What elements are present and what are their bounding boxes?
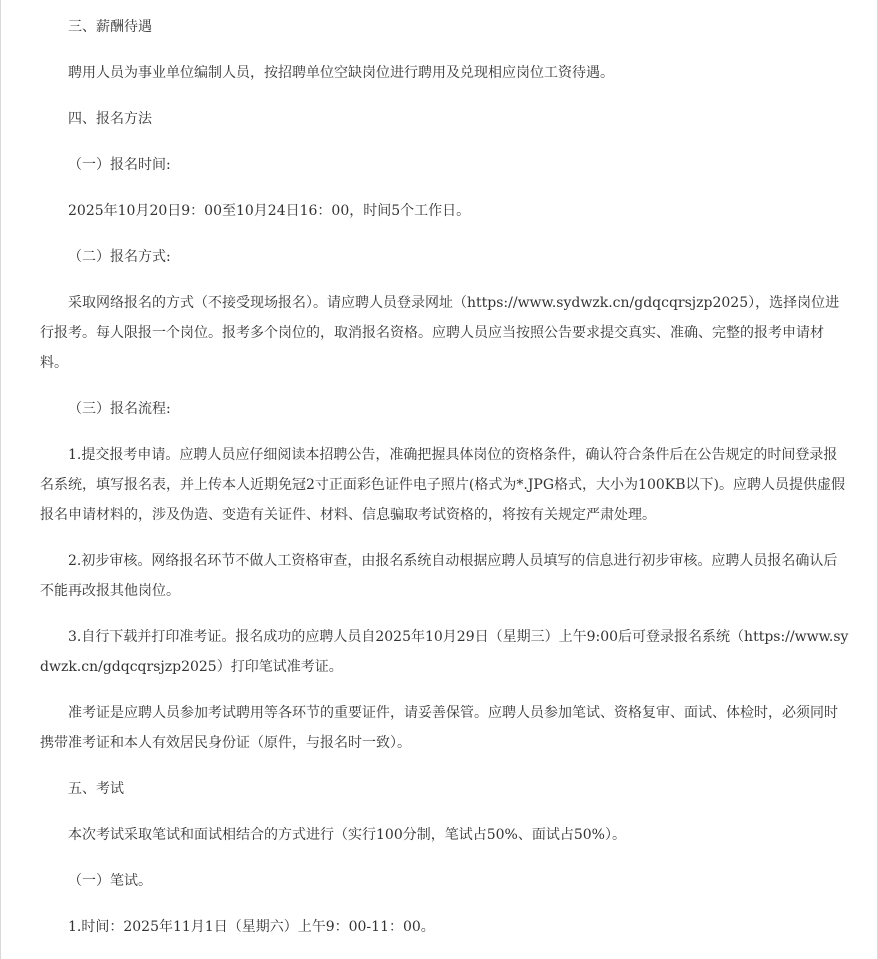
registration-time-paragraph: 2025年10月20日9：00至10月24日16：00，时间5个工作日。 bbox=[68, 203, 471, 219]
subheading-written-exam: （一）笔试。 bbox=[68, 873, 152, 889]
section-heading-salary: 三、薪酬待遇 bbox=[68, 19, 152, 35]
section-heading-exam: 五、考试 bbox=[68, 781, 124, 797]
exam-method-paragraph: 本次考试采取笔试和面试相结合的方式进行（实行100分制，笔试占50%、面试占50%）。 bbox=[68, 827, 626, 843]
subheading-registration-time: （一）报名时间: bbox=[68, 157, 171, 173]
subheading-registration-process: （三）报名流程: bbox=[68, 401, 171, 417]
process-step-1: 1.提交报考申请。应聘人员应仔细阅读本招聘公告，准确把握具体岗位的资格条件，确认符合条件后在公告规定的时间登录报名系统，填写报名表，并上传本人近期免冠2寸正面彩色证件电子照片(格式为*.JPG格式，大小为100KB以下)。应聘人员提供虚假报名申请材料的，涉及伪造、变造有关证件、材料、信息骗取考试资格的，将按有关规定严肃处理。 bbox=[40, 447, 845, 523]
salary-paragraph: 聘用人员为事业单位编制人员，按招聘单位空缺岗位进行聘用及兑现相应岗位工资待遇。 bbox=[68, 65, 614, 81]
process-step-3: 3.自行下载并打印准考证。报名成功的应聘人员自2025年10月29日（星期三）上午9:00后可登录报名系统（https://www.sydwzk.cn/gdqcqrsjzp2025）打印笔试准考证。 bbox=[40, 629, 849, 675]
process-step-2: 2.初步审核。网络报名环节不做人工资格审查，由报名系统自动根据应聘人员填写的信息进行初步审核。应聘人员报名确认后不能再改报其他岗位。 bbox=[40, 553, 838, 599]
registration-method-paragraph: 采取网络报名的方式（不接受现场报名）。请应聘人员登录网址（https://www.sydwzk.cn/gdqcqrsjzp2025），选择岗位进行报考。每人限报一个岗位。报考多个岗位的，取消报名资格。应聘人员应当按照公告要求提交真实、准确、完整的报考申请材料。 bbox=[40, 295, 840, 371]
written-exam-time-paragraph: 1.时间：2025年11月1日（星期六）上午9：00-11：00。 bbox=[68, 919, 435, 935]
article-body bbox=[1, 0, 878, 958]
section-heading-registration: 四、报名方法 bbox=[68, 111, 152, 127]
admission-ticket-paragraph: 准考证是应聘人员参加考试聘用等各环节的重要证件，请妥善保管。应聘人员参加笔试、资格复审、面试、体检时，必须同时携带准考证和本人有效居民身份证（原件，与报名时一致）。 bbox=[40, 705, 838, 751]
subheading-registration-method: （二）报名方式: bbox=[68, 249, 171, 265]
